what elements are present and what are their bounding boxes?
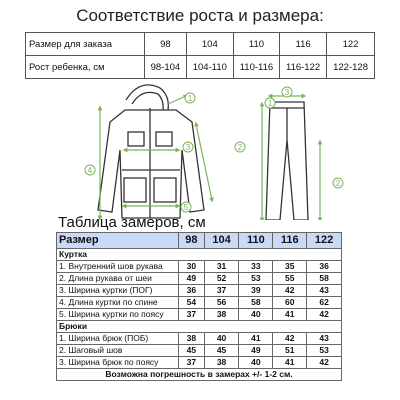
row-label: 2. Шаговый шов: [57, 345, 179, 357]
pants-drawing: [266, 102, 308, 220]
row-label: 1. Внутренний шов рукава: [57, 261, 179, 273]
height-cell: 104-110: [186, 56, 233, 79]
row-value: 40: [204, 333, 239, 345]
row-label: 2. Длина рукава от шеи: [57, 273, 179, 285]
row-value: 38: [179, 333, 205, 345]
row-value: 51: [273, 345, 307, 357]
row-value: 42: [273, 285, 307, 297]
row-value: 41: [273, 357, 307, 369]
row-value: 58: [239, 297, 273, 309]
section-row-pants: [57, 321, 342, 333]
row-value: 40: [239, 357, 273, 369]
table-row: [57, 285, 342, 297]
row-value: 43: [307, 333, 342, 345]
size-cell: 116: [280, 33, 327, 56]
measurement-tolerance-note: Возможна погрешность в замерах +/- 1-2 см.: [57, 369, 342, 381]
row-value: 49: [179, 273, 205, 285]
measurements-title: Таблица замеров, см: [58, 214, 206, 231]
jacket-markers: [85, 93, 245, 212]
row-value: 42: [273, 333, 307, 345]
row-value: 37: [179, 309, 205, 321]
row-value: 35: [273, 261, 307, 273]
row-value: 41: [239, 333, 273, 345]
page-title: Соответствие роста и размера:: [76, 6, 324, 25]
section-label: Куртка: [57, 249, 342, 261]
pants-marker: 2: [335, 179, 341, 188]
table-header-row: [57, 233, 342, 249]
row-label: 1. Ширина брюк (ПОБ): [57, 333, 179, 345]
header-cell: Размер: [57, 233, 179, 249]
jacket-marker: 1: [187, 94, 193, 103]
table-row: [57, 261, 342, 273]
table-row: [57, 273, 342, 285]
header-cell: 104: [204, 233, 239, 249]
row-label: 4. Длина куртки по спине: [57, 297, 179, 309]
row-value: 54: [179, 297, 205, 309]
size-cell: 110: [233, 33, 279, 56]
height-cell: 122-128: [327, 56, 375, 79]
height-row-label: Рост ребенка, см: [26, 56, 145, 79]
row-value: 62: [307, 297, 342, 309]
pants-marker: 1: [267, 99, 273, 108]
header-cell: 116: [273, 233, 307, 249]
row-value: 30: [179, 261, 205, 273]
row-value: 45: [204, 345, 239, 357]
size-row-label: Размер для заказа: [26, 33, 145, 56]
jacket-measure-lines: [100, 96, 212, 218]
row-label: 3. Ширина брюк по поясу: [57, 357, 179, 369]
jacket-marker: 4: [87, 166, 93, 175]
garment-diagram: [0, 80, 400, 220]
header-cell: 110: [239, 233, 273, 249]
row-value: 37: [204, 285, 239, 297]
section-label: Брюки: [57, 321, 342, 333]
pants-marker: 3: [284, 88, 290, 97]
row-value: 39: [239, 285, 273, 297]
pants-measure-lines: [262, 96, 320, 220]
row-value: 38: [204, 357, 239, 369]
height-cell: 110-116: [233, 56, 279, 79]
row-value: 60: [273, 297, 307, 309]
row-value: 53: [239, 273, 273, 285]
row-value: 37: [179, 357, 205, 369]
size-cell: 122: [327, 33, 375, 56]
row-value: 41: [273, 309, 307, 321]
row-value: 45: [179, 345, 205, 357]
size-cell: 98: [145, 33, 187, 56]
table-row: [57, 333, 342, 345]
row-label: 3. Ширина куртки (ПОГ): [57, 285, 179, 297]
size-correspondence-table: [25, 32, 375, 79]
table-row: [57, 309, 342, 321]
table-row: [57, 357, 342, 369]
row-value: 58: [307, 273, 342, 285]
row-value: 36: [307, 261, 342, 273]
row-value: 49: [239, 345, 273, 357]
measurements-table: [56, 232, 342, 381]
row-value: 55: [273, 273, 307, 285]
row-value: 42: [307, 309, 342, 321]
size-row: [26, 33, 375, 56]
row-value: 56: [204, 297, 239, 309]
row-value: 38: [204, 309, 239, 321]
row-value: 40: [239, 309, 273, 321]
row-value: 31: [204, 261, 239, 273]
row-value: 36: [179, 285, 205, 297]
row-value: 52: [204, 273, 239, 285]
footer-row: [57, 369, 342, 381]
size-cell: 104: [186, 33, 233, 56]
header-cell: 122: [307, 233, 342, 249]
height-row: [26, 56, 375, 79]
header-cell: 98: [179, 233, 205, 249]
height-cell: 98-104: [145, 56, 187, 79]
row-value: 43: [307, 285, 342, 297]
row-value: 53: [307, 345, 342, 357]
table-row: [57, 297, 342, 309]
row-value: 42: [307, 357, 342, 369]
row-value: 33: [239, 261, 273, 273]
jacket-marker: 3: [185, 143, 191, 152]
table-row: [57, 345, 342, 357]
jacket-marker: 5: [183, 203, 189, 212]
height-cell: 116-122: [280, 56, 327, 79]
jacket-marker: 2: [237, 143, 243, 152]
section-row-jacket: [57, 249, 342, 261]
row-label: 5. Ширина куртки по поясу: [57, 309, 179, 321]
